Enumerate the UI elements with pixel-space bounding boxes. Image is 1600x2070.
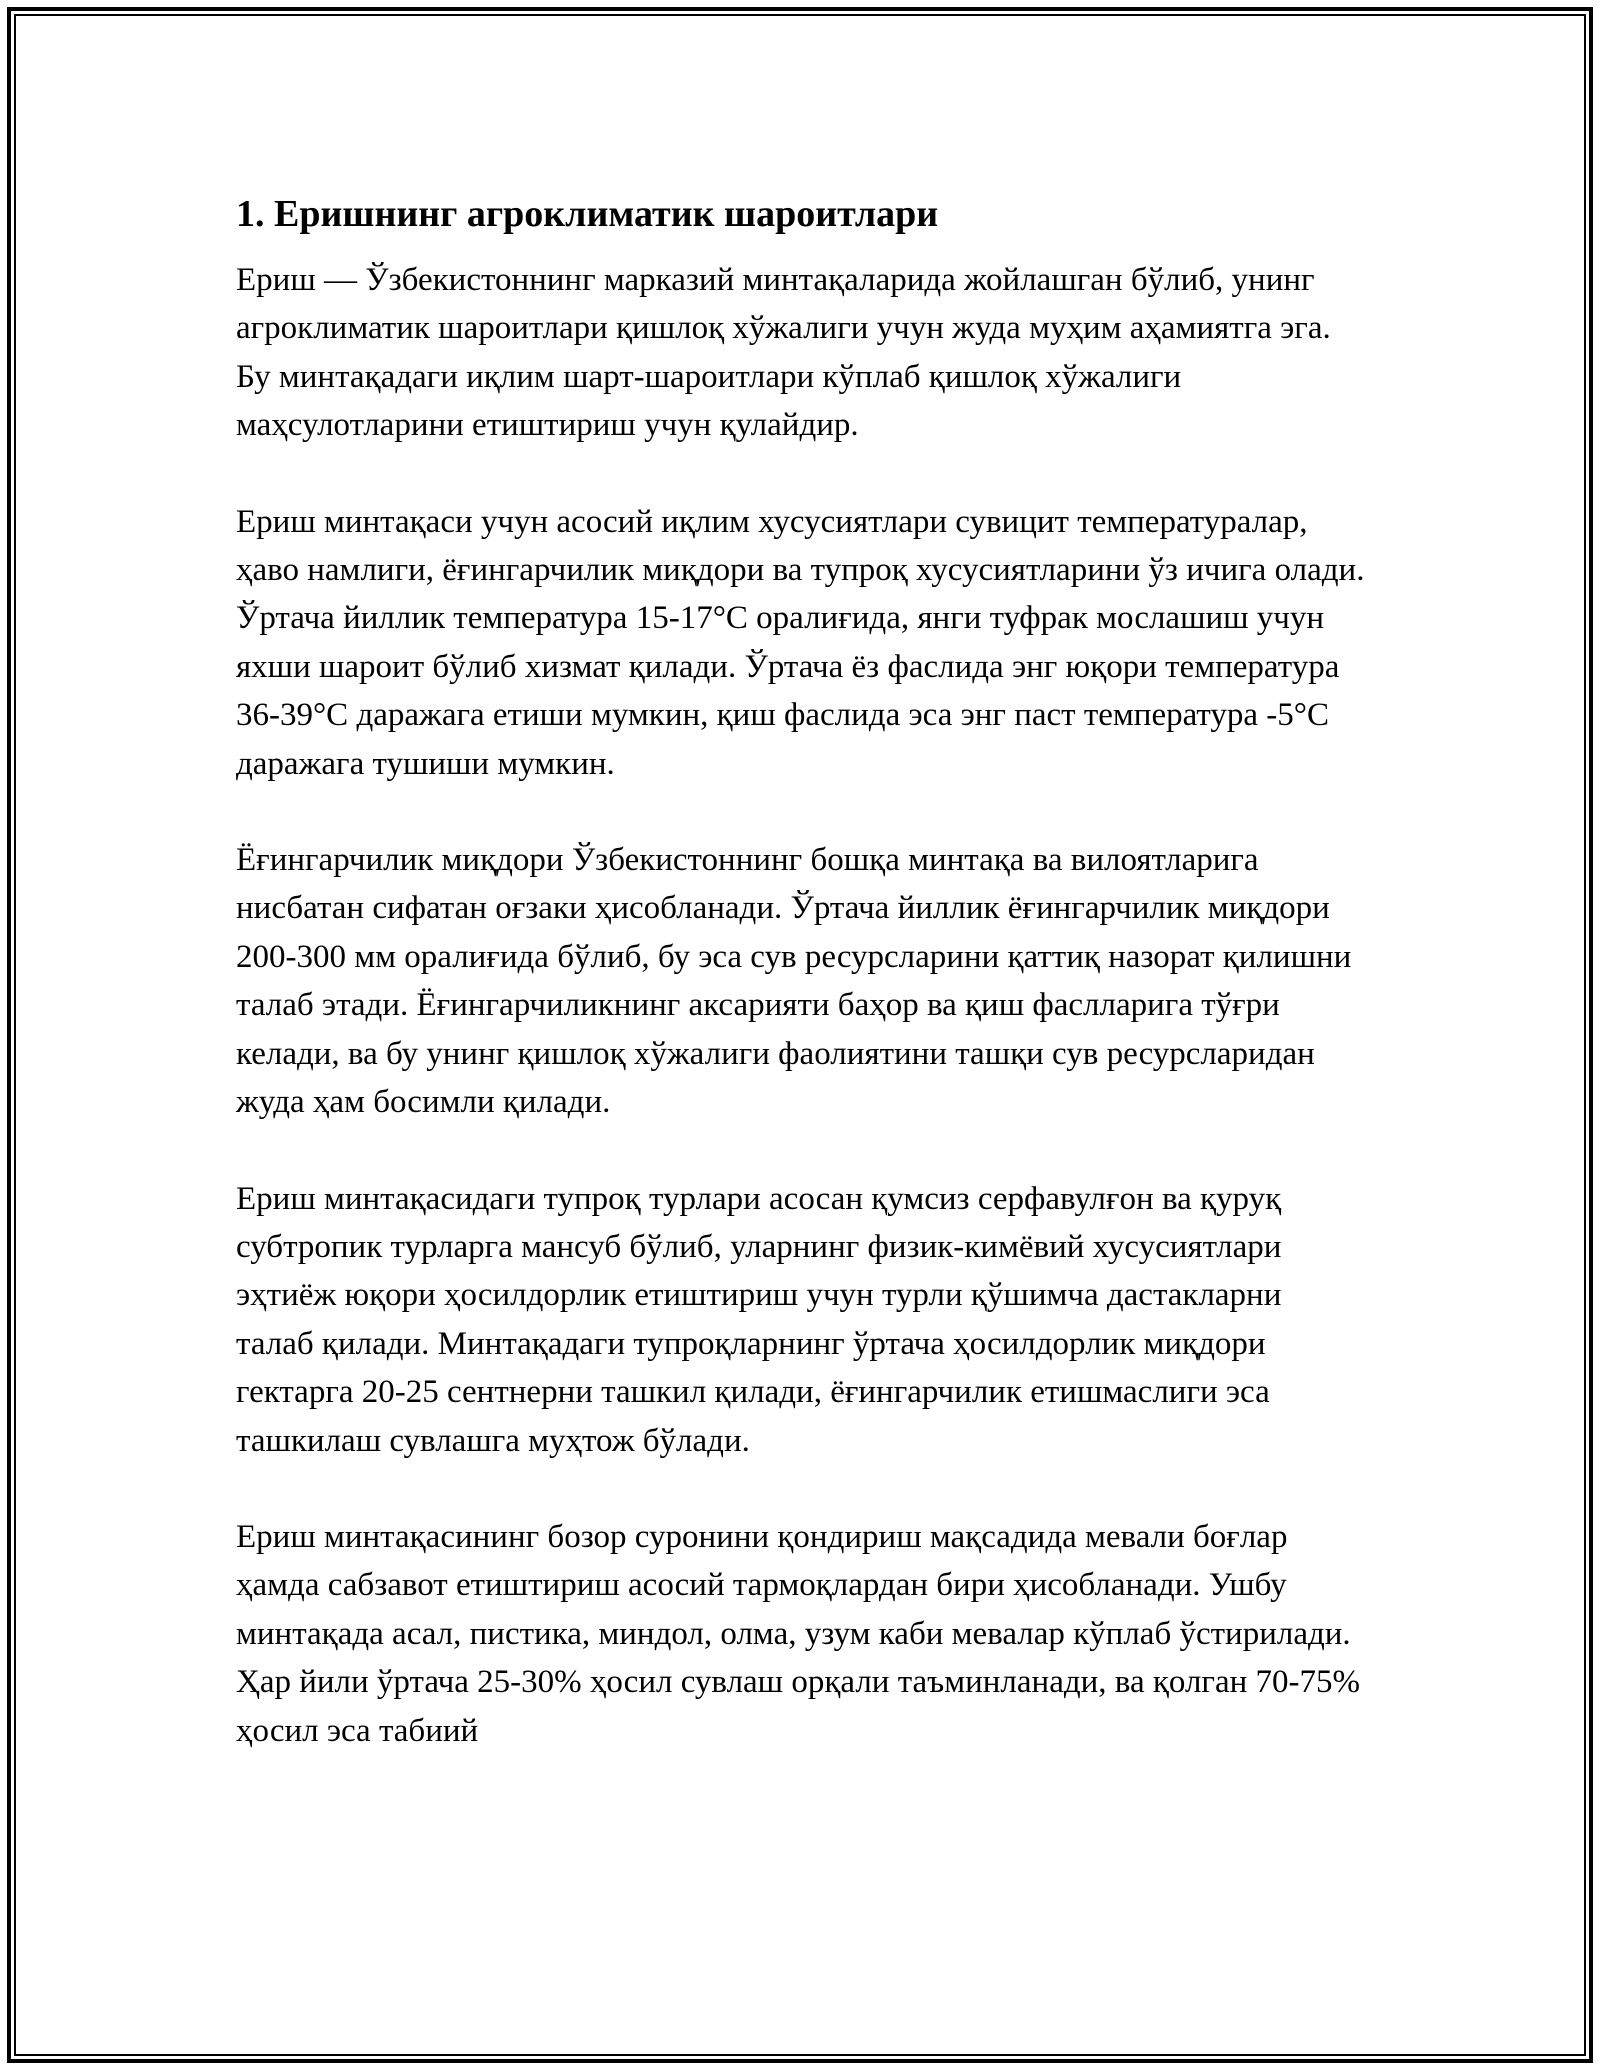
paragraph-intro: Ериш — Ўзбекистоннинг марказий минтақаларида жойлашган бўлиб, унинг агроклиматик шароитлари қишлоқ хўжалиги учун жуда муҳим аҳамиятга эга. Бу минтақадаги иқлим шарт-шароитлари кўплаб қишлоқ хўжалиги маҳсулотларини етиштириш учун қулайдир. bbox=[236, 262, 1331, 444]
paragraph-soil: Ериш минтақасидаги тупроқ турлари асосан қумсиз серфавулғон ва қуруқ субтропик турларга мансуб бўлиб, уларнинг физик-кимёвий хусусиятлари эҳтиёж юқори ҳосилдорлик етиштириш учун турли қўшимча дастакларни талаб қилади. Минтақадаги тупроқларнинг ўртача ҳосилдорлик миқдори гектарга 20-25 сентнерни ташкил қилади, ёғингарчилик етишмаслиги эса ташкилаш сувлашга муҳтож бўлади. bbox=[236, 1180, 1282, 1459]
section-heading: 1. Еришнинг агроклиматик шароитлари bbox=[236, 193, 939, 235]
paragraph-orchards: Ериш минтақасининг бозор суронини қондириш мақсадида мевали боғлар ҳамда сабзавот етиштириш асосий тармоқлардан бири ҳисобланади. Ушбу минтақада асал, пистика, миндол, олма, узум каби мевалар кўплаб ўстирилади. Ҳар йили ўртача 25-30% ҳосил сувлаш орқали таъминланади, ва қолган 70-75% ҳосил эса табиий bbox=[236, 1518, 1360, 1749]
document-body bbox=[236, 190, 1366, 1755]
paragraph-precipitation: Ёғингарчилик миқдори Ўзбекистоннинг бошқа минтақа ва вилоятларига нисбатан сифатан оғзаки ҳисобланади. Ўртача йиллик ёғингарчилик миқдори 200-300 мм оралиғида бўлиб, бу эса сув ресурсларини қаттиқ назорат қилишни талаб этади. Ёғингарчиликнинг аксарияти баҳор ва қиш фаслларига тўғри келади, ва бу унинг қишлоқ хўжалиги фаолиятини ташқи сув ресурсларидан жуда ҳам босимли қилади. bbox=[236, 842, 1352, 1121]
paragraph-climate: Ериш минтақаси учун асосий иқлим хусусиятлари сувицит температуралар, ҳаво намлиги, ёғингарчилик миқдори ва тупроқ хусусиятларини ўз ичига олади. Ўртача йиллик температура 15-17°C оралиғида, янги туфрак мослашиш учун яхши шароит бўлиб хизмат қилади. Ўртача ёз фаслида энг юқори температура 36-39°C даражага етиши мумкин, қиш фаслида эса энг паст температура -5°C даражага тушиши мумкин. bbox=[236, 503, 1365, 782]
